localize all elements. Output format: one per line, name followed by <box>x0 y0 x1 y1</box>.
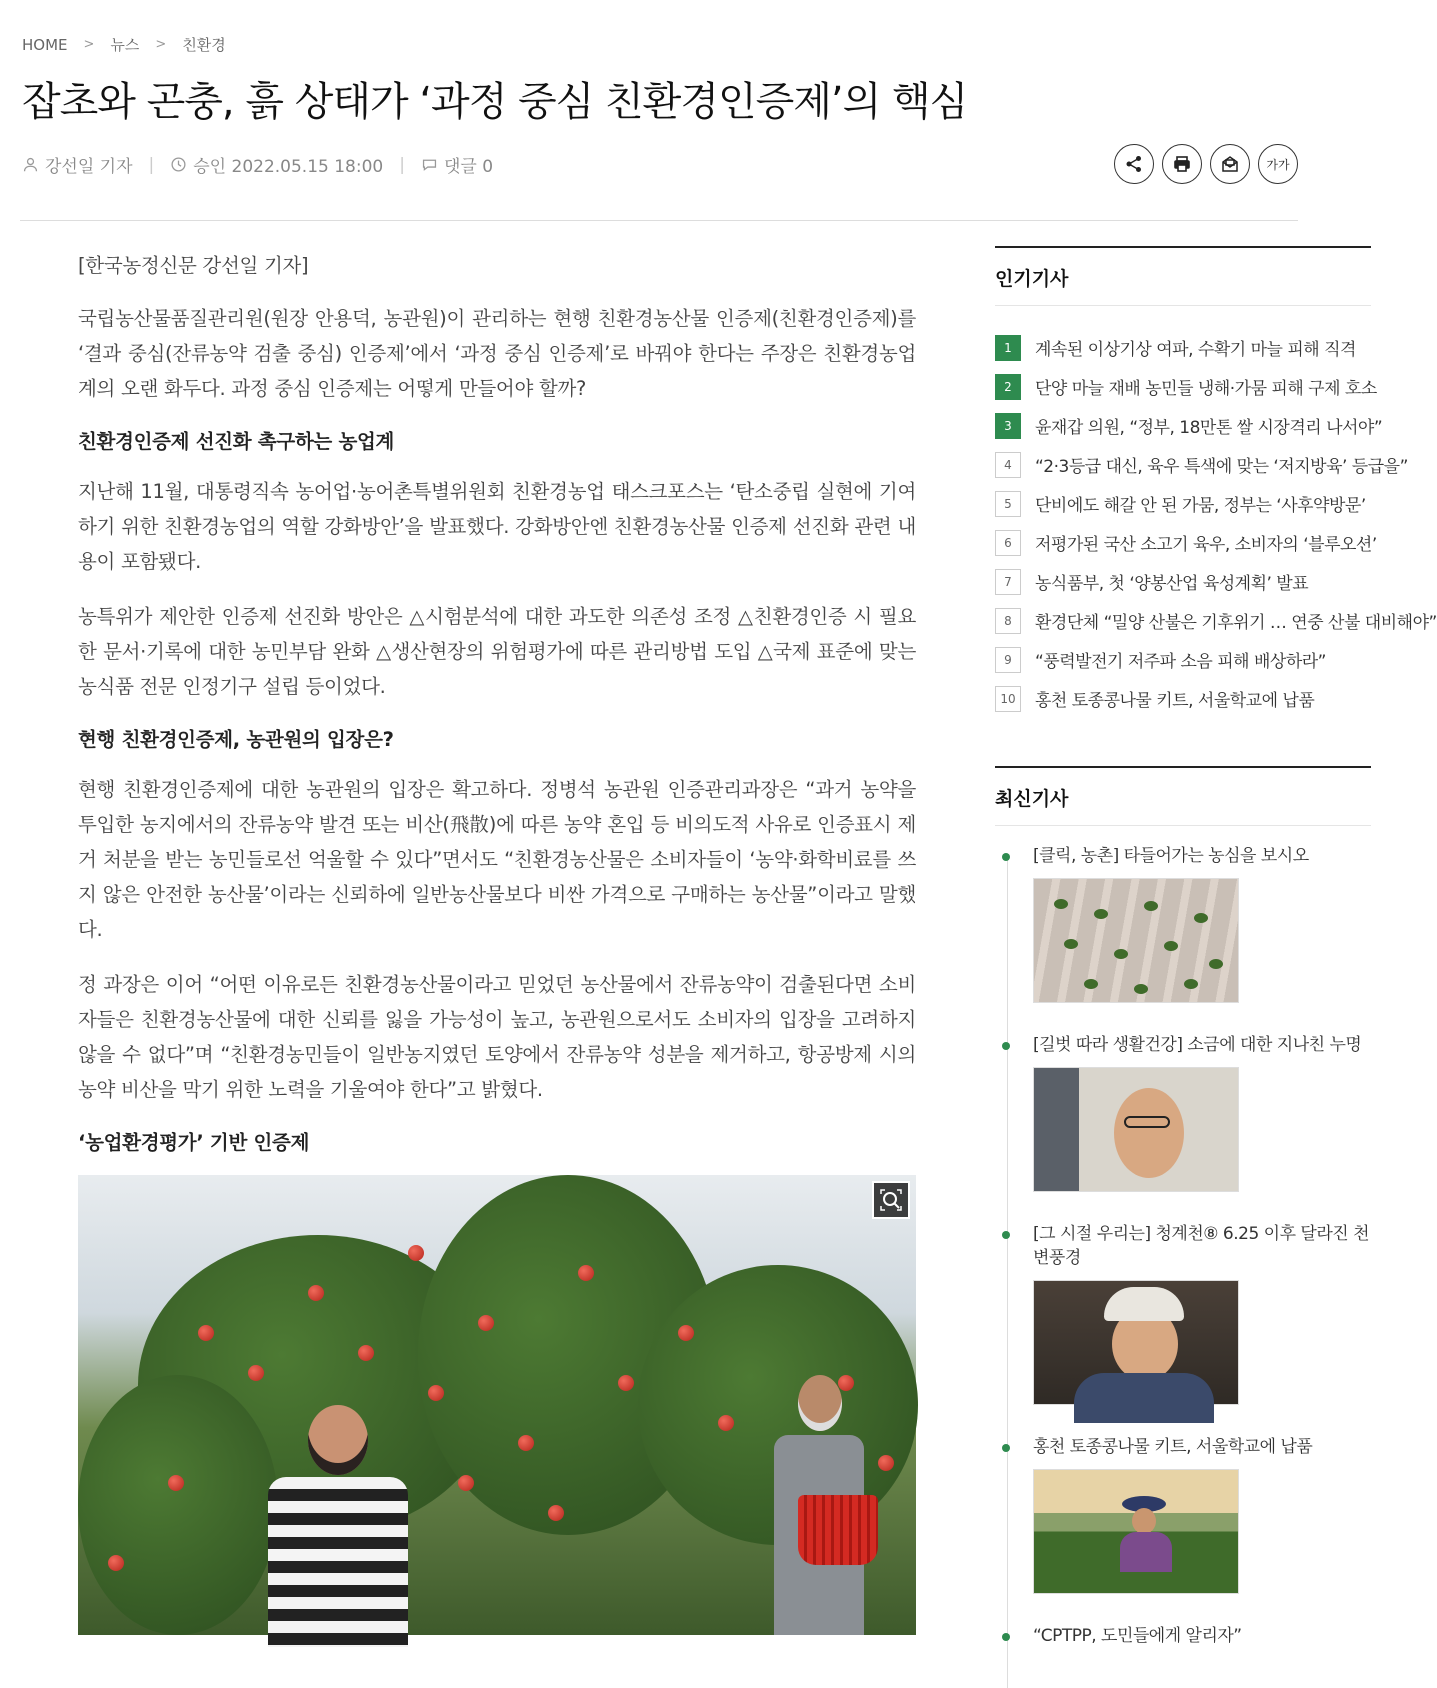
article-photo[interactable] <box>78 1175 916 1635</box>
popular-item-title[interactable]: 계속된 이상기상 여파, 수확기 마늘 피해 직격 <box>1035 340 1356 360</box>
breadcrumb <box>22 34 226 55</box>
latest-item-title[interactable]: 홍천 토종콩나물 키트, 서울학교에 납품 <box>1033 1437 1313 1457</box>
rank-number: 4 <box>995 452 1021 478</box>
rank-number: 6 <box>995 530 1021 556</box>
popular-item[interactable] <box>995 445 1408 484</box>
latest-item-title[interactable]: “CPTPP, 도민들에게 알리자” <box>1033 1626 1242 1646</box>
popular-item[interactable] <box>995 523 1377 562</box>
latest-item[interactable] <box>1033 1624 1371 1648</box>
popular-item-title[interactable]: 홍천 토종콩나물 키트, 서울학교에 납품 <box>1035 691 1315 711</box>
popular-item-title[interactable]: 농식품부, 첫 ‘양봉산업 육성계획’ 발표 <box>1035 574 1309 594</box>
share-button[interactable] <box>1114 144 1154 184</box>
popular-list <box>995 328 1437 718</box>
rank-number: 5 <box>995 491 1021 517</box>
breadcrumb-home[interactable]: HOME <box>22 35 68 54</box>
article-paragraph: 지난해 11월, 대통령직속 농어업·농어촌특별위원회 친환경농업 태스크포스는 ‘탄소중립 실현에 기여하기 위한 친환경농업의 역할 강화방안’을 발표했다. 강화방안엔 친환경농산물 인증제 선진화 관련 내용이 포함됐다. <box>78 480 916 573</box>
popular-item-title[interactable]: “풍력발전기 저주파 소음 피해 배상하라” <box>1035 652 1326 672</box>
font-size-button[interactable] <box>1258 144 1298 184</box>
article-paragraph: 농특위가 제안한 인증제 선진화 방안은 △시험분석에 대한 과도한 의존성 조정 △친환경인증 시 필요한 문서·기록에 대한 농민부담 완화 △생산현장의 위험평가에 따른 관리방법 도입 △국제 표준에 맞는 농식품 전문 인정기구 설립 등이었다. <box>78 605 916 698</box>
latest-thumbnail[interactable] <box>1033 1280 1239 1405</box>
latest-timeline <box>995 844 1371 1648</box>
author-info <box>22 152 133 177</box>
article-tools <box>1114 144 1298 184</box>
latest-item-title[interactable]: [길벗 따라 생활건강] 소금에 대한 지나친 누명 <box>1033 1035 1362 1055</box>
popular-item[interactable] <box>995 679 1371 718</box>
popular-item[interactable] <box>995 640 1371 679</box>
popular-item[interactable] <box>995 601 1437 640</box>
article-meta <box>22 152 493 177</box>
popular-item[interactable] <box>995 484 1371 523</box>
rank-number: 7 <box>995 569 1021 595</box>
breadcrumb-eco[interactable]: 친환경 <box>182 36 226 54</box>
clock-icon <box>170 156 187 173</box>
email-icon <box>1220 154 1240 174</box>
header-divider <box>20 220 1298 221</box>
timeline-dot <box>1002 1444 1010 1452</box>
chevron-right-icon: > <box>155 37 167 52</box>
popular-item-title[interactable]: “2·3등급 대신, 육우 특색에 맞는 ‘저지방육’ 등급을” <box>1035 457 1408 477</box>
user-icon <box>22 156 39 173</box>
article-paragraph: 국립농산물품질관리원(원장 안용덕, 농관원)이 관리하는 현행 친환경농산물 인증제(친환경인증제)를 ‘결과 중심(잔류농약 검출 중심) 인증제’에서 ‘과정 중심 인증제’로 바꿔야 한다는 주장은 친환경농업계의 오랜 화두다. 과정 중심 인증제는 어떻게 만들어야 할까? <box>78 307 916 400</box>
popular-item-title[interactable]: 윤재갑 의원, “정부, 18만톤 쌀 시장격리 나서야” <box>1035 418 1383 438</box>
latest-thumbnail[interactable] <box>1033 878 1239 1003</box>
article-paragraph: 정 과장은 이어 “어떤 이유로든 친환경농산물이라고 믿었던 농산물에서 잔류농약이 검출된다면 소비자들은 친환경농산물에 대한 신뢰를 잃을 가능성이 높고, 농관원으로서도 소비자의 입장을 고려하지 않을 수 없다”며 “친환경농민들이 일반농지였던 토양에서 잔류농약 성분을 제거하고, 항공방제 시의 농약 비산을 막기 위한 노력을 기울여야 한다”고 밝혔다. <box>78 973 916 1101</box>
timeline-dot <box>1002 1633 1010 1641</box>
article-byline: [한국농정신문 강선일 기자] <box>78 254 309 277</box>
rank-number: 1 <box>995 335 1021 361</box>
rank-number: 9 <box>995 647 1021 673</box>
popular-item-title[interactable]: 저평가된 국산 소고기 육우, 소비자의 ‘블루오션’ <box>1035 535 1377 555</box>
approved-date: 승인 2022.05.15 18:00 <box>193 157 384 177</box>
popular-item-title[interactable]: 단양 마늘 재배 농민들 냉해·가뭄 피해 구제 호소 <box>1035 379 1377 399</box>
popular-articles <box>995 246 1437 718</box>
rank-number: 3 <box>995 413 1021 439</box>
popular-item[interactable] <box>995 562 1371 601</box>
popular-item-title[interactable]: 환경단체 “밀양 산불은 기후위기 … 연중 산불 대비해야” <box>1035 613 1437 633</box>
rank-number: 8 <box>995 608 1021 634</box>
latest-item-title[interactable]: [클릭, 농촌] 타들어가는 농심을 보시오 <box>1033 846 1309 866</box>
zoom-icon <box>879 1188 903 1212</box>
breadcrumb-news[interactable]: 뉴스 <box>110 36 140 54</box>
print-icon <box>1172 154 1192 174</box>
rank-number: 2 <box>995 374 1021 400</box>
sidebar <box>995 246 1437 1678</box>
comment-icon <box>421 156 438 173</box>
share-icon <box>1124 154 1144 174</box>
timeline-dot <box>1002 1042 1010 1050</box>
chevron-right-icon: > <box>83 37 95 52</box>
latest-thumbnail[interactable] <box>1033 1469 1239 1594</box>
latest-item[interactable] <box>1033 1222 1371 1405</box>
comment-count: 댓글 0 <box>443 157 494 177</box>
basket <box>798 1495 878 1565</box>
article-body <box>78 248 916 1635</box>
print-button[interactable] <box>1162 144 1202 184</box>
zoom-button[interactable] <box>872 1181 910 1219</box>
article-subheading: 친환경인증제 선진화 촉구하는 농업계 <box>78 430 395 453</box>
font-size-label: 가가 <box>1266 157 1290 172</box>
latest-item[interactable] <box>1033 1033 1371 1192</box>
comment-info[interactable] <box>421 152 493 177</box>
article-subheading: ‘농업환경평가’ 기반 인증제 <box>78 1131 310 1154</box>
article-headline: 잡초와 곤충, 흙 상태가 ‘과정 중심 친환경인증제’의 핵심 <box>22 79 968 125</box>
latest-title: 최신기사 <box>995 766 1371 826</box>
author-name: 강선일 기자 <box>45 157 133 177</box>
rank-number: 10 <box>995 686 1021 712</box>
popular-item[interactable] <box>995 367 1377 406</box>
latest-thumbnail[interactable] <box>1033 1067 1239 1192</box>
article-subheading: 현행 친환경인증제, 농관원의 입장은? <box>78 728 394 751</box>
email-button[interactable] <box>1210 144 1250 184</box>
latest-item-title[interactable]: [그 시절 우리는] 청계천⑧ 6.25 이후 달라진 천변풍경 <box>1033 1224 1370 1268</box>
meta-divider: | <box>399 154 405 175</box>
meta-divider: | <box>148 154 155 175</box>
popular-item-title[interactable]: 단비에도 해갈 안 된 가뭄, 정부는 ‘사후약방문’ <box>1035 496 1366 516</box>
article-paragraph: 현행 친환경인증제에 대한 농관원의 입장은 확고하다. 정병석 농관원 인증관리과장은 “과거 농약을 투입한 농지에서의 잔류농약 발견 또는 비산(飛散)에 따른 농약 혼입 등 비의도적 사유로 인증표시 제거 처분을 받는 농민들로선 억울할 수 있다”면서도 “친환경농산물은 소비자들이 ‘농약·화학비료를 쓰지 않은 안전한 농산물’이라는 신뢰하에 일반농산물보다 비싼 가격으로 구매하는 농산물”이라고 말했다. <box>78 778 916 941</box>
latest-item[interactable] <box>1033 844 1371 1003</box>
latest-articles <box>995 766 1371 1648</box>
latest-item[interactable] <box>1033 1435 1371 1594</box>
approved-info <box>170 152 383 177</box>
popular-title: 인기기사 <box>995 246 1371 306</box>
popular-item[interactable] <box>995 328 1371 367</box>
timeline-dot <box>1002 853 1010 861</box>
popular-item[interactable] <box>995 406 1383 445</box>
timeline-dot <box>1002 1231 1010 1239</box>
